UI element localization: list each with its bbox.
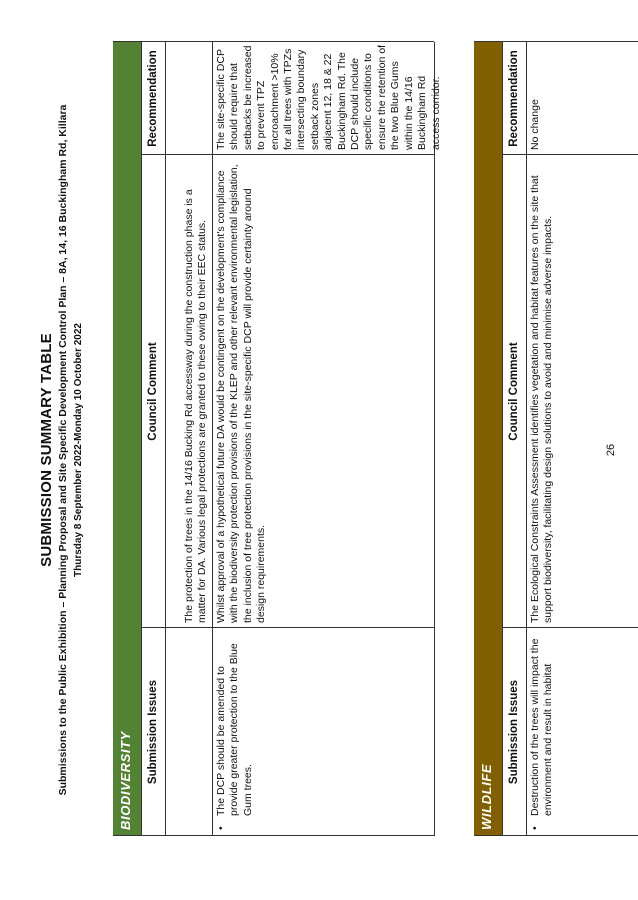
column-header-issues: Submission Issues bbox=[508, 679, 520, 785]
wildlife-row1-comment: The Ecological Constraints Assessment identifies vegetation and habitat features on the site that support biodiversity, facilitating design solutions to avoid and minimise adverse impacts. bbox=[529, 175, 555, 623]
biodiversity-row2-recommendation: The site-specific DCP should require that setbacks be increased to prevent TPZ encroachment >10% for all trees with TPZs intersecting boundary setback zones adjacent 12, 18 & 22 Buckingham Rd. The DCP should include specific conditions to ensure the retention of the two Blue Gums within the 14/16 Buckingham Rd access corridor. bbox=[215, 44, 442, 150]
biodiversity-section-header bbox=[113, 42, 141, 836]
page-subtitle: Submissions to the Public Exhibition – Planning Proposal and Site Specific Development Control Plan – 8A, 14, 16 Buckingham Rd, Killara bbox=[57, 104, 69, 796]
page-number: 26 bbox=[605, 443, 617, 457]
table-rule bbox=[212, 42, 213, 836]
table-rule bbox=[165, 42, 166, 836]
column-header-recommendation: Recommendation bbox=[147, 50, 159, 147]
table-rule bbox=[141, 627, 434, 628]
column-header-issues: Submission Issues bbox=[147, 679, 159, 785]
wildlife-section-title: WILDLIFE bbox=[479, 763, 494, 830]
issue-text: The DCP should be amended to provide greater protection to the Blue Gum trees. bbox=[215, 643, 254, 816]
wildlife-row1-issue bbox=[529, 634, 556, 830]
wildlife-section-header bbox=[474, 42, 502, 836]
page-title: SUBMISSION SUMMARY TABLE bbox=[38, 333, 55, 567]
biodiversity-row2-issue bbox=[215, 634, 255, 830]
wildlife-row1-recommendation: No change bbox=[529, 99, 541, 150]
exhibition-dates: Thursday 8 September 2022-Monday 10 October 2022 bbox=[73, 323, 84, 577]
table-rule bbox=[141, 154, 434, 155]
biodiversity-section-title: BIODIVERSITY bbox=[118, 731, 133, 830]
bullet-icon: • bbox=[529, 826, 541, 830]
column-header-recommendation: Recommendation bbox=[508, 50, 520, 147]
biodiversity-row2-comment: Whilst approval of a hypothetical future DA would be contingent on the development's compliance with the biodiversity protection provisions of the KLEP and other relevant environmental legislation, the inclusion of tree protection provisions in the site-specific DCP will provide certainty around design requirements. bbox=[215, 164, 268, 623]
column-header-comment: Council Comment bbox=[147, 342, 159, 441]
bullet-icon: • bbox=[215, 826, 227, 830]
biodiversity-row1-comment: The protection of trees in the 14/16 Bucking Rd accessway during the construction phase is a matter for DA. Various legal protections are granted to these owing to their EEC status. bbox=[183, 189, 209, 623]
column-header-comment: Council Comment bbox=[508, 342, 520, 441]
issue-text: Destruction of the trees will impact the environment and result in habitat bbox=[529, 638, 555, 816]
table-rule bbox=[526, 42, 527, 836]
table-rule bbox=[434, 42, 435, 836]
